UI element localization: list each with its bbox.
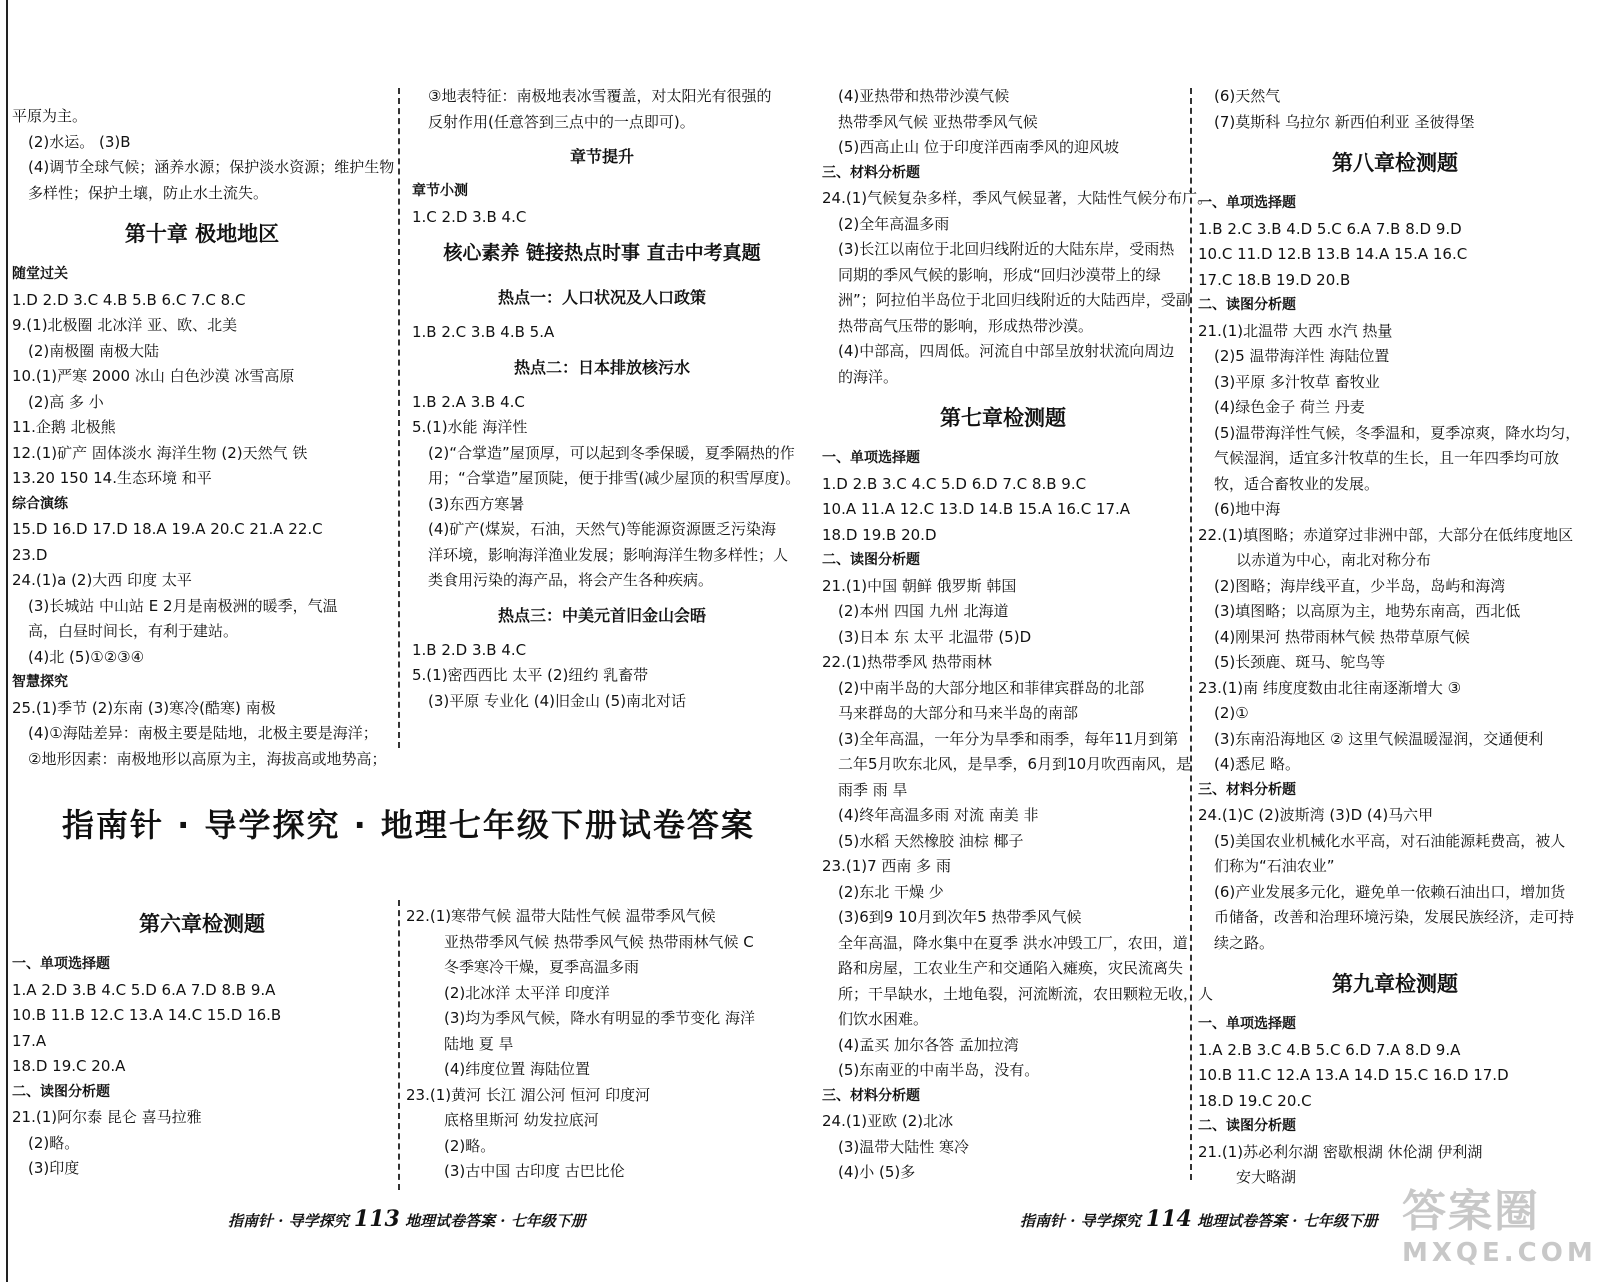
section-heading: 综合演练 [12, 495, 68, 512]
answer-line: 17.A [12, 1031, 47, 1050]
answer-line: (2)全年高温多雨 [838, 214, 950, 233]
column-2-lower [406, 904, 786, 1185]
answer-line: 类食用污染的海产品，将会产生各种疾病。 [428, 571, 714, 589]
answer-line: (3)温带大陆性 寒冷 [838, 1137, 970, 1156]
chapter-title: 第六章检测题 [139, 911, 265, 936]
footer-prefix: 指南针 · 导学探究 [1020, 1212, 1141, 1230]
answer-line: 路和房屋，工农业生产和交通陷入瘫痪，灾民流离失 [838, 959, 1184, 977]
section-heading: 随堂过关 [12, 266, 68, 282]
column-divider [398, 88, 400, 748]
answer-line: 1.D 2.B 3.C 4.C 5.D 6.D 7.C 8.B 9.C [822, 474, 1087, 493]
answer-line: (6)地中海 [1214, 500, 1281, 518]
column-2 [412, 84, 801, 714]
answer-line: 21.(1)北温带 大西 水汽 热量 [1198, 321, 1393, 340]
hotspot-heading: 热点三：中美元首旧金山会晤 [497, 605, 706, 625]
answer-line: (4)①海陆差异：南极主要是陆地，北极主要是海洋； [28, 724, 378, 742]
chapter-title: 第九章检测题 [1332, 971, 1458, 996]
answer-line: 洲”；阿拉伯半岛位于北回归线附近的大陆西岸，受副 [838, 291, 1191, 309]
answer-line: 24.(1)a (2)大西 印度 太平 [12, 571, 192, 589]
answer-line: (7)莫斯科 乌拉尔 新西伯利亚 圣彼得堡 [1214, 112, 1475, 131]
answer-line: (4)纬度位置 海陆位置 [444, 1060, 591, 1078]
answer-line: (2)水运。 (3)B [28, 132, 131, 151]
answer-line: 12.(1)矿产 固体淡水 海洋生物 (2)天然气 铁 [12, 443, 308, 462]
section-heading: 一、单项选择题 [822, 450, 920, 466]
answer-line: (3)全年高温，一年分为旱季和雨季，每年11月到第 [838, 729, 1179, 748]
answer-line: (2)“合掌造”屋顶厚，可以起到冬季保暖，夏季隔热的作 [428, 443, 795, 462]
answer-line: (3)平原 多汁牧草 畜牧业 [1214, 372, 1380, 391]
answer-line: (5)美国农业机械化水平高，对石油能源耗费高，被人 [1214, 831, 1566, 850]
answer-line: (4)调节全球气候；涵养水源；保护淡水资源；维护生物 [28, 158, 395, 176]
answer-line: (2)略。 [28, 1133, 80, 1152]
chapter-title: 第十章 极地地区 [124, 221, 280, 246]
answer-line: (4)北 (5)①②③④ [28, 647, 145, 666]
answer-line: ③地表特征：南极地表冰雪覆盖，对太阳光有很强的 [428, 87, 772, 105]
answer-line: 10.C 11.D 12.B 13.B 14.A 15.A 16.C [1198, 245, 1468, 263]
answer-line: ②地形因素：南极地形以高原为主，海拔高或地势高； [28, 749, 387, 768]
answer-line: 17.C 18.B 19.D 20.B [1198, 270, 1351, 289]
page-number: 113 [353, 1206, 400, 1232]
answer-line: (2)5 温带海洋性 海陆位置 [1214, 347, 1390, 365]
answer-line: 反射作用(任意答到三点中的一点即可)。 [428, 112, 695, 131]
answer-line: (3)印度 [28, 1159, 80, 1177]
answer-line: 11.企鹅 北极熊 [12, 418, 116, 436]
hotspot-heading: 热点一：人口状况及人口政策 [497, 288, 706, 307]
hotspot-heading: 热点二：日本排放核污水 [513, 357, 690, 377]
answer-line: 10.(1)严寒 2000 冰山 白色沙漠 冰雪高原 [12, 367, 295, 385]
column-1-lower [12, 896, 392, 1182]
answer-line: 1.B 2.C 3.B 4.D 5.C 6.A 7.B 8.D 9.D [1198, 219, 1462, 238]
answer-line: 以赤道为中心，南北对称分布 [1236, 551, 1432, 569]
answer-line: 1.B 2.D 3.B 4.C [412, 640, 527, 659]
answer-line: (3)均为季风气候，降水有明显的季节变化 海洋 [444, 1009, 756, 1027]
answer-line: 安大略湖 [1236, 1168, 1297, 1186]
answer-line: 们饮水困难。 [838, 1010, 929, 1028]
answer-line: (5)东南亚的中南半岛，没有。 [838, 1061, 1040, 1079]
answer-line: (2)略。 [444, 1136, 496, 1155]
answer-line: 二年5月吹东北风，是旱季，6月到10月吹西南风，是 [838, 755, 1192, 773]
answer-line: (3)长江以南位于北回归线附近的大陆东岸，受雨热 [838, 240, 1175, 258]
answer-line: 24.(1)亚欧 (2)北冰 [822, 1112, 954, 1130]
answer-line: (5)温带海洋性气候，冬季温和，夏季凉爽，降水均匀， [1214, 423, 1581, 442]
answer-line: 亚热带季风气候 热带季风气候 热带雨林气候 C [444, 932, 754, 951]
footer-suffix: 地理试卷答案 · 七年级下册 [1197, 1212, 1378, 1230]
answer-line: 18.D 19.C 20.C [1198, 1091, 1312, 1110]
answer-line: (4)绿色金子 荷兰 丹麦 [1214, 398, 1365, 416]
section-heading: 三、材料分析题 [1198, 781, 1296, 798]
answer-line: 5.(1)密西西比 太平 (2)纽约 乳畜带 [412, 666, 649, 684]
answer-line: (3)6到9 10月到次年5 热带季风气候 [838, 908, 1082, 926]
answer-line: 1.D 2.D 3.C 4.B 5.B 6.C 7.C 8.C [12, 290, 246, 309]
answer-line: 1.C 2.D 3.B 4.C [412, 207, 527, 226]
answer-line: (4)亚热带和热带沙漠气候 [838, 87, 1010, 105]
answer-line: 们称为“石油农业” [1214, 857, 1335, 875]
answer-line: (4)终年高温多雨 对流 南美 非 [838, 806, 1039, 824]
page-footer-left [228, 1206, 586, 1232]
answer-line: 18.D 19.B 20.D [822, 525, 937, 544]
answer-line: (2)东北 干燥 少 [838, 882, 944, 901]
column-divider [1190, 88, 1192, 1180]
main-title: 指南针 · 导学探究 · 地理七年级下册试卷答案 [62, 806, 755, 844]
answer-line: 21.(1)中国 朝鲜 俄罗斯 韩国 [822, 576, 1017, 595]
footer-suffix: 地理试卷答案 · 七年级下册 [405, 1212, 586, 1230]
answer-line: (5)水稻 天然橡胶 油棕 椰子 [838, 831, 1024, 850]
answer-line: 22.(1)填图略；赤道穿过非洲中部，大部分在低纬度地区 [1198, 525, 1574, 544]
column-divider [398, 900, 400, 1190]
answer-line: (6)天然气 [1214, 87, 1281, 105]
answer-line: 的海洋。 [838, 367, 899, 386]
answer-line: 同期的季风气候的影响，形成“回归沙漠带上的绿 [838, 265, 1161, 284]
core-literacy-heading: 核心素养 链接热点时事 直击中考真题 [443, 242, 761, 264]
answer-line: (2)中南半岛的大部分地区和菲律宾群岛的北部 [838, 678, 1145, 697]
answer-line: 1.B 2.C 3.B 4.B 5.A [412, 323, 555, 341]
answer-line: 22.(1)寒带气候 温带大陆性气候 温带季风气候 [406, 907, 716, 925]
answer-line: 5.(1)水能 海洋性 [412, 418, 528, 436]
section-heading: 一、单项选择题 [1198, 195, 1296, 211]
answer-line: (5)西高止山 位于印度洋西南季风的迎风坡 [838, 138, 1120, 156]
watermark-logo [1402, 1186, 1597, 1276]
answer-line: (4)孟买 加尔各答 孟加拉湾 [838, 1035, 1019, 1054]
answer-line: 23.(1)黄河 长江 湄公河 恒河 印度河 [406, 1085, 651, 1104]
answer-line: 高，白昼时间长，有利于建站。 [28, 622, 239, 640]
answer-line: (3)东南沿海地区 ② 这里气候温暖湿润，交通便利 [1214, 729, 1544, 748]
answer-line: (2)图略；海岸线平直，少半岛，岛屿和海湾 [1214, 576, 1506, 595]
answer-line: 冬季寒冷干燥，夏季高温多雨 [444, 958, 640, 976]
answer-line: 1.B 2.A 3.B 4.C [412, 392, 525, 411]
answer-line: 23.(1)南 纬度度数由北往南逐渐增大 ③ [1198, 678, 1462, 697]
answer-line: 13.20 150 14.生态环境 和平 [12, 469, 212, 487]
answer-line: 10.A 11.A 12.C 13.D 14.B 15.A 16.C 17.A [822, 500, 1131, 518]
section-heading: 二、读图分析题 [1198, 297, 1296, 313]
answer-line: (3)古中国 古印度 古巴比伦 [444, 1162, 625, 1180]
answer-line: (3)日本 东 太平 北温带 (5)D [838, 627, 1032, 646]
section-heading: 三、材料分析题 [822, 1087, 920, 1104]
answer-line: 21.(1)苏必利尔湖 密歇根湖 休伦湖 伊利湖 [1198, 1142, 1483, 1161]
section-heading: 二、读图分析题 [822, 552, 920, 568]
answer-line: 23.(1)7 西南 多 雨 [822, 857, 951, 875]
column-4 [1198, 84, 1592, 1191]
answer-line: 续之路。 [1214, 933, 1275, 952]
section-heading: 章节小测 [412, 183, 468, 199]
section-heading: 二、读图分析题 [1198, 1118, 1296, 1134]
page-number: 114 [1145, 1206, 1192, 1232]
answer-line: 币储备，改善和治理环境污染，发展民族经济，走可持 [1214, 908, 1575, 926]
answer-line: (4)矿产(煤炭，石油，天然气)等能源资源匮乏污染海 [428, 520, 776, 538]
section-heading: 二、读图分析题 [12, 1083, 110, 1100]
answer-line: 23.D [12, 545, 48, 564]
answer-line: 牧，适合畜牧业的发展。 [1214, 474, 1380, 493]
answer-line: 雨季 雨 旱 [838, 780, 908, 799]
answer-line: (2)① [1214, 704, 1249, 722]
answer-line: 多样性；保护土壤，防止水土流失。 [28, 183, 269, 202]
column-3 [822, 84, 1214, 1186]
answer-line: 10.B 11.C 12.A 13.A 14.D 15.C 16.D 17.D [1198, 1066, 1509, 1084]
answer-line: 15.D 16.D 17.D 18.A 19.A 20.C 21.A 22.C [12, 520, 323, 538]
answer-line: 10.B 11.B 12.C 13.A 14.C 15.D 16.B [12, 1006, 282, 1024]
answer-line: 平原为主。 [12, 107, 88, 125]
answer-line: 21.(1)阿尔泰 昆仑 喜马拉雅 [12, 1108, 202, 1126]
section-heading: 智慧探究 [12, 674, 68, 690]
answer-line: 1.A 2.D 3.B 4.C 5.D 6.A 7.D 8.B 9.A [12, 980, 276, 999]
answer-line: (3)填图略；以高原为主，地势东南高，西北低 [1214, 602, 1521, 620]
answer-line: (5)长颈鹿、斑马、鸵鸟等 [1214, 653, 1386, 671]
chapter-title: 第七章检测题 [940, 405, 1066, 430]
answer-line: 9.(1)北极圈 北冰洋 亚、欧、北美 [12, 316, 238, 334]
answer-line: 洋环境，影响海洋渔业发展；影响海洋生物多样性；人 [428, 545, 789, 564]
answer-line: 25.(1)季节 (2)东南 (3)寒冷(酷寒) 南极 [12, 698, 276, 717]
section-heading: 一、单项选择题 [12, 956, 110, 972]
answer-line: (2)本州 四国 九州 北海道 [838, 602, 1009, 620]
answer-line: (3)东西方寒暑 [428, 494, 525, 513]
answer-line: (3)平原 专业化 (4)旧金山 (5)南北对话 [428, 691, 687, 710]
answer-line: (4)中部高，四周低。河流自中部呈放射状流向周边 [838, 342, 1175, 360]
answer-line: 全年高温，降水集中在夏季 洪水冲毁工厂，农田，道 [838, 933, 1188, 952]
answer-line: 马来群岛的大部分和马来半岛的南部 [838, 704, 1079, 722]
answer-line: 所；干旱缺水，土地龟裂，河流断流，农田颗粒无收，人 [838, 984, 1214, 1003]
answer-line: 24.(1)C (2)波斯湾 (3)D (4)马六甲 [1198, 806, 1434, 824]
answer-line: (4)悉尼 略。 [1214, 755, 1301, 773]
answer-line: 热带高气压带的影响，形成热带沙漠。 [838, 316, 1094, 335]
answer-line: 24.(1)气候复杂多样，季风气候显著，大陆性气候分布广。 [822, 189, 1213, 207]
column-1 [12, 104, 395, 772]
answer-line: 18.D 19.C 20.A [12, 1057, 126, 1075]
answer-line: 1.A 2.B 3.C 4.B 5.C 6.D 7.A 8.D 9.A [1198, 1040, 1461, 1059]
answer-line: (6)产业发展多元化，避免单一依赖石油出口，增加货 [1214, 882, 1566, 901]
page-footer-right [1020, 1206, 1378, 1232]
answer-line: (3)长城站 中山站 E 2月是南极洲的暖季，气温 [28, 596, 338, 615]
section-heading: 一、单项选择题 [1198, 1016, 1296, 1032]
chapter-title: 章节提升 [569, 147, 634, 166]
watermark-url: MXQE.COM [1402, 1238, 1597, 1268]
answer-line: 22.(1)热带季风 热带雨林 [822, 653, 992, 671]
answer-line: (4)小 (5)多 [838, 1163, 916, 1181]
answer-line: (4)刚果河 热带雨林气候 热带草原气候 [1214, 627, 1470, 646]
page-edge [6, 0, 8, 1282]
answer-line: (2)南极圈 南极大陆 [28, 341, 160, 360]
answer-line: 陆地 夏 旱 [444, 1034, 514, 1053]
answer-line: 用；“合掌造”屋顶陡，便于排雪(减少屋顶的积雪厚度)。 [428, 469, 801, 487]
watermark-text: 答案圈 [1402, 1186, 1540, 1237]
answer-line: (2)北冰洋 太平洋 印度洋 [444, 983, 610, 1002]
answer-line: 气候湿润，适宜多汁牧草的生长，且一年四季均可放 [1214, 449, 1560, 467]
answer-line: 热带季风气候 亚热带季风气候 [838, 112, 1038, 131]
section-heading: 三、材料分析题 [822, 164, 920, 181]
answer-line: 底格里斯河 幼发拉底河 [444, 1111, 599, 1129]
chapter-title: 第八章检测题 [1332, 150, 1458, 175]
answer-line: (2)高 多 小 [28, 392, 104, 411]
footer-prefix: 指南针 · 导学探究 [228, 1212, 349, 1230]
